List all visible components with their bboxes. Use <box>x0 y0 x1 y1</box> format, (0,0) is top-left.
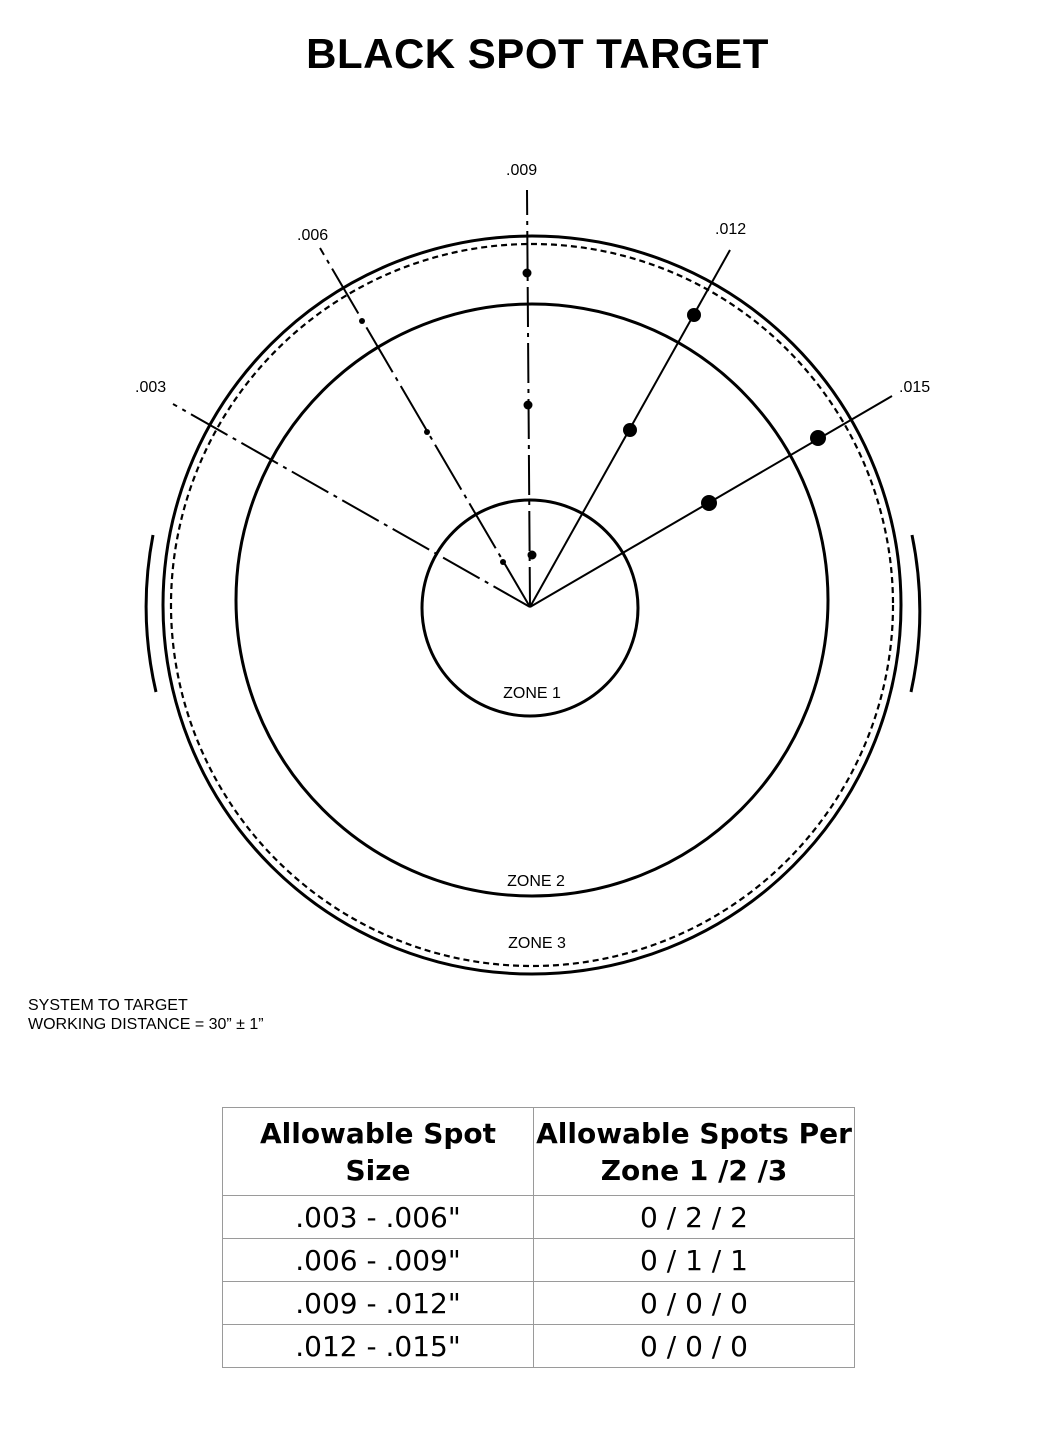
header-spot-size: Allowable Spot Size <box>223 1108 534 1196</box>
right-side-arc <box>911 535 920 692</box>
ray-label-015: .015 <box>899 379 931 396</box>
spot-size-cell: .003 - .006" <box>223 1196 534 1239</box>
allowable-spots-table <box>222 1107 855 1368</box>
zone-3-label: ZONE 3 <box>508 935 566 952</box>
ray-006 <box>320 248 530 607</box>
spot-size-cell: .009 - .012" <box>223 1282 534 1325</box>
spots-per-zone-cell: 0 / 1 / 1 <box>534 1239 855 1282</box>
note-line-2: WORKING DISTANCE = 30” ± 1” <box>28 1016 264 1033</box>
ray-009 <box>527 190 530 607</box>
spot-size-cell: .006 - .009" <box>223 1239 534 1282</box>
left-side-arc <box>146 535 156 692</box>
table-row <box>223 1239 855 1282</box>
ray-003 <box>173 404 530 607</box>
table-header-row <box>223 1108 855 1196</box>
spots-per-zone-cell: 0 / 0 / 0 <box>534 1325 855 1368</box>
ray-label-012: .012 <box>715 221 747 238</box>
page-title: BLACK SPOT TARGET <box>306 30 769 77</box>
spot-012-outer <box>687 308 701 322</box>
working-distance-note <box>28 996 264 1034</box>
header-spots-per-zone: Allowable Spots Per Zone 1 /2 /3 <box>534 1108 855 1196</box>
spot-009-outer <box>523 269 532 278</box>
spots-per-zone-cell: 0 / 0 / 0 <box>534 1282 855 1325</box>
spot-006-middle <box>424 429 430 435</box>
ray-label-009: .009 <box>506 162 538 179</box>
zone-2-label: ZONE 2 <box>507 873 565 890</box>
spot-015-middle <box>701 495 717 511</box>
spot-009-middle <box>524 401 533 410</box>
spot-009-inner <box>528 551 537 560</box>
zone-2-circle <box>236 304 828 896</box>
spot-015-outer <box>810 430 826 446</box>
spot-012-middle <box>623 423 637 437</box>
table-row <box>223 1282 855 1325</box>
zone-1-label: ZONE 1 <box>503 685 561 702</box>
ray-label-006: .006 <box>297 227 329 244</box>
table-row <box>223 1196 855 1239</box>
spot-006-inner <box>500 559 506 565</box>
spot-size-cell: .012 - .015" <box>223 1325 534 1368</box>
spots-per-zone-cell: 0 / 2 / 2 <box>534 1196 855 1239</box>
spot-006-outer <box>359 318 365 324</box>
table-row <box>223 1325 855 1368</box>
ray-label-003: .003 <box>135 379 167 396</box>
note-line-1: SYSTEM TO TARGET <box>28 997 188 1014</box>
